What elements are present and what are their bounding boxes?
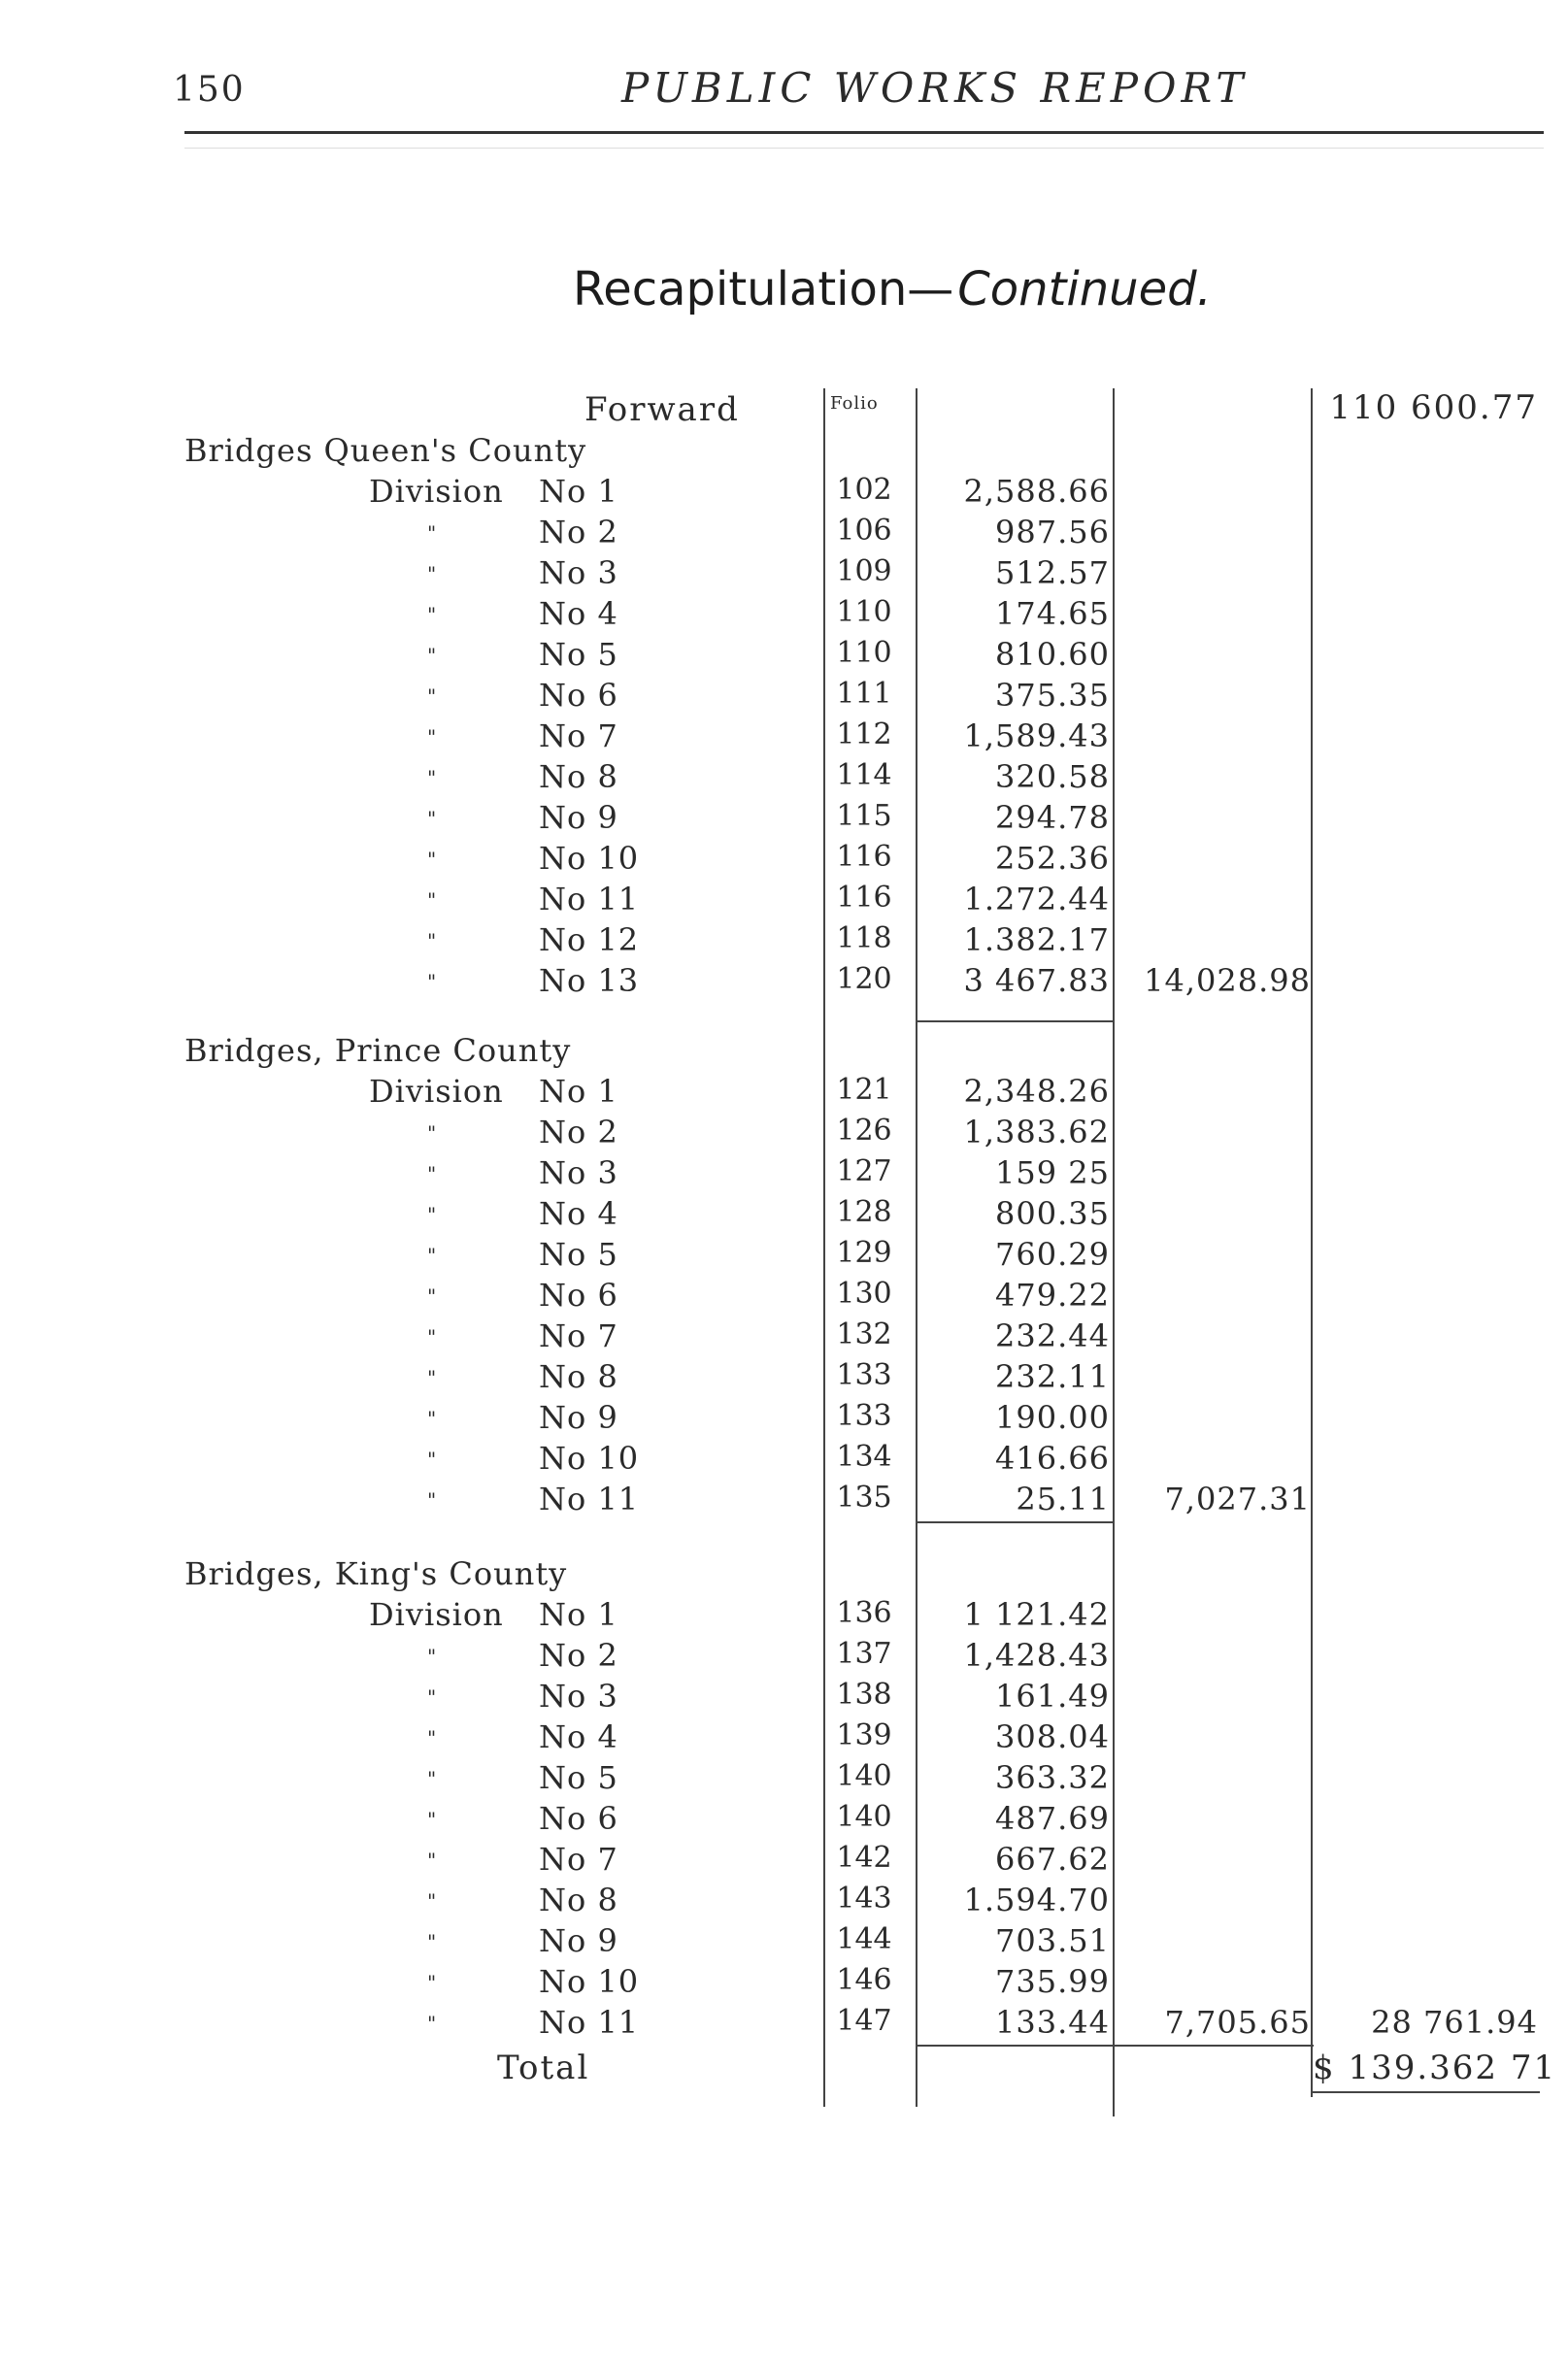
division-number: No 12 — [539, 921, 640, 958]
table-row — [0, 554, 1568, 595]
folio-cell: 143 — [836, 1882, 892, 1916]
division-number: No 11 — [539, 2004, 640, 2041]
amount-cell: 2,588.66 — [963, 473, 1110, 510]
table-row — [0, 1073, 1568, 1114]
table-row — [0, 514, 1568, 554]
division-number: No 5 — [539, 1759, 618, 1796]
division-number: No 8 — [539, 1358, 618, 1395]
division-number: No 2 — [539, 1114, 618, 1150]
folio-cell: 134 — [836, 1440, 892, 1474]
ditto-mark: " — [427, 1971, 437, 1994]
ditto-mark: " — [427, 725, 437, 749]
section-county-header — [0, 1032, 1568, 1073]
amount-cell: 1.594.70 — [963, 1882, 1110, 1918]
header-rule — [184, 131, 1544, 134]
folio-cell: 106 — [836, 514, 892, 548]
table-row — [0, 1481, 1568, 1521]
division-number: No 3 — [539, 554, 618, 591]
ditto-mark: " — [427, 1488, 437, 1512]
table-row — [0, 1195, 1568, 1236]
table-row — [0, 1882, 1568, 1922]
folio-cell: 118 — [836, 921, 892, 955]
ditto-mark: " — [427, 929, 437, 952]
ditto-mark: " — [427, 1162, 437, 1185]
ditto-mark: " — [427, 1284, 437, 1308]
division-number: No 4 — [539, 1718, 618, 1755]
amount-cell: 416.66 — [995, 1440, 1110, 1477]
division-number: No 1 — [539, 1073, 618, 1110]
amount-cell: 363.32 — [995, 1759, 1110, 1796]
amount-cell: 159 25 — [995, 1154, 1110, 1191]
table-row — [0, 636, 1568, 677]
table-row — [0, 1637, 1568, 1678]
amount-cell: 1,589.43 — [963, 717, 1110, 754]
ditto-mark: " — [427, 1448, 437, 1471]
folio-cell: 129 — [836, 1236, 892, 1270]
ditto-mark: " — [427, 603, 437, 626]
header-rule-faint — [184, 148, 1544, 149]
rule-prince-sum — [917, 1521, 1115, 1523]
grand-total: $ 139.362 71 — [1313, 2049, 1557, 2087]
folio-cell: 121 — [836, 1073, 892, 1107]
amount-cell: 800.35 — [995, 1195, 1110, 1232]
ditto-mark: " — [427, 1203, 437, 1226]
ditto-mark: " — [427, 807, 437, 830]
table-row — [0, 1236, 1568, 1277]
division-number: No 7 — [539, 1317, 618, 1354]
amount-cell: 133.44 — [995, 2004, 1110, 2041]
folio-cell: 139 — [836, 1718, 892, 1752]
amount-cell: 161.49 — [995, 1678, 1110, 1715]
division-number: No 11 — [539, 1481, 640, 1517]
folio-cell: 126 — [836, 1114, 892, 1148]
amount-cell: 294.78 — [995, 799, 1110, 836]
division-number: No 13 — [539, 962, 640, 999]
division-number: No 5 — [539, 1236, 618, 1273]
folio-cell: 133 — [836, 1358, 892, 1392]
folio-cell: 140 — [836, 1759, 892, 1793]
folio-cell: 109 — [836, 554, 892, 588]
ditto-mark: " — [427, 1889, 437, 1913]
division-label: Division — [369, 1596, 504, 1633]
table-row — [0, 1114, 1568, 1154]
section-total-cell: 28 761.94 — [1371, 2004, 1538, 2041]
table-row — [0, 1922, 1568, 1963]
amount-cell: 174.65 — [995, 595, 1110, 632]
ditto-mark: " — [427, 1121, 437, 1145]
division-number: No 4 — [539, 595, 618, 632]
title-main: Recapitulation— — [573, 262, 954, 317]
table-row — [0, 1718, 1568, 1759]
ditto-mark: " — [427, 1808, 437, 1831]
section-county-header — [0, 1555, 1568, 1596]
amount-cell: 252.36 — [995, 840, 1110, 877]
ditto-mark: " — [427, 1767, 437, 1790]
table-row — [0, 1399, 1568, 1440]
division-number: No 2 — [539, 1637, 618, 1674]
ditto-mark: " — [427, 970, 437, 993]
division-number: No 9 — [539, 1399, 618, 1436]
division-number: No 7 — [539, 717, 618, 754]
ditto-mark: " — [427, 848, 437, 871]
ditto-mark: " — [427, 1645, 437, 1668]
amount-cell: 1,428.43 — [963, 1637, 1110, 1674]
page-number: 150 — [173, 70, 246, 110]
amount-cell: 1,383.62 — [963, 1114, 1110, 1150]
rule-queens-sum — [917, 1020, 1115, 1022]
division-number: No 9 — [539, 799, 618, 836]
folio-cell: 140 — [836, 1800, 892, 1834]
folio-cell: 128 — [836, 1195, 892, 1229]
subtotal-cell: 14,028.98 — [1144, 962, 1311, 999]
folio-cell: 110 — [836, 636, 892, 670]
amount-cell: 232.11 — [995, 1358, 1110, 1395]
table-row — [0, 1277, 1568, 1317]
amount-cell: 3 467.83 — [963, 962, 1110, 999]
folio-cell: 116 — [836, 881, 892, 915]
rule-grand-total-under — [1311, 2091, 1540, 2093]
division-label: Division — [369, 1073, 504, 1110]
folio-cell: 135 — [836, 1481, 892, 1515]
table-row — [0, 595, 1568, 636]
ditto-mark: " — [427, 1366, 437, 1389]
table-row — [0, 717, 1568, 758]
table-row — [0, 473, 1568, 514]
amount-cell: 1.272.44 — [963, 881, 1110, 917]
folio-cell: 127 — [836, 1154, 892, 1188]
table-row — [0, 1596, 1568, 1637]
forward-label: Forward — [584, 390, 740, 429]
running-head: PUBLIC WORKS REPORT — [621, 64, 1249, 112]
ditto-mark: " — [427, 1685, 437, 1709]
ditto-mark: " — [427, 562, 437, 585]
division-number: No 4 — [539, 1195, 618, 1232]
folio-cell: 120 — [836, 962, 892, 996]
ditto-mark: " — [427, 1244, 437, 1267]
folio-header: Folio — [830, 393, 879, 414]
page-title — [573, 262, 1212, 317]
ditto-mark: " — [427, 1849, 437, 1872]
amount-cell: 703.51 — [995, 1922, 1110, 1959]
table-row — [0, 799, 1568, 840]
table-row — [0, 1841, 1568, 1882]
amount-cell: 667.62 — [995, 1841, 1110, 1878]
division-number: No 1 — [539, 1596, 618, 1633]
ditto-mark: " — [427, 888, 437, 912]
division-number: No 10 — [539, 1440, 640, 1477]
ditto-mark: " — [427, 1325, 437, 1349]
division-number: No 3 — [539, 1678, 618, 1715]
amount-cell: 320.58 — [995, 758, 1110, 795]
ditto-mark: " — [427, 766, 437, 789]
amount-cell: 735.99 — [995, 1963, 1110, 2000]
division-number: No 3 — [539, 1154, 618, 1191]
division-number: No 2 — [539, 514, 618, 550]
folio-cell: 142 — [836, 1841, 892, 1875]
folio-cell: 112 — [836, 717, 892, 751]
amount-cell: 190.00 — [995, 1399, 1110, 1436]
table-row — [0, 2004, 1568, 2045]
subtotal-cell: 7,027.31 — [1164, 1481, 1311, 1517]
amount-cell: 375.35 — [995, 677, 1110, 714]
division-number: No 9 — [539, 1922, 618, 1959]
ditto-mark: " — [427, 521, 437, 545]
folio-cell: 133 — [836, 1399, 892, 1433]
forward-amount: 110 600.77 — [1329, 388, 1538, 427]
table-row — [0, 677, 1568, 717]
table-row — [0, 1358, 1568, 1399]
folio-cell: 110 — [836, 595, 892, 629]
amount-cell: 308.04 — [995, 1718, 1110, 1755]
division-number: No 6 — [539, 1800, 618, 1837]
folio-cell: 136 — [836, 1596, 892, 1630]
division-number: No 5 — [539, 636, 618, 673]
table-row — [0, 962, 1568, 1003]
table-row — [0, 758, 1568, 799]
ditto-mark: " — [427, 1726, 437, 1750]
county-label: Bridges, Prince County — [184, 1032, 572, 1069]
title-continued: Continued. — [957, 262, 1212, 317]
folio-cell: 111 — [836, 677, 892, 711]
amount-cell: 1.382.17 — [963, 921, 1110, 958]
table-row — [0, 881, 1568, 921]
folio-cell: 132 — [836, 1317, 892, 1351]
amount-cell: 1 121.42 — [963, 1596, 1110, 1633]
rule-kings-sum — [917, 2045, 1314, 2047]
county-label: Bridges, King's County — [184, 1555, 568, 1592]
folio-cell: 115 — [836, 799, 892, 833]
folio-cell: 147 — [836, 2004, 892, 2038]
amount-cell: 512.57 — [995, 554, 1110, 591]
ditto-mark: " — [427, 1930, 437, 1953]
amount-cell: 479.22 — [995, 1277, 1110, 1314]
folio-cell: 144 — [836, 1922, 892, 1956]
table-row — [0, 1154, 1568, 1195]
folio-cell: 137 — [836, 1637, 892, 1671]
ditto-mark: " — [427, 2012, 437, 2035]
division-number: No 10 — [539, 840, 640, 877]
division-number: No 7 — [539, 1841, 618, 1878]
division-number: No 8 — [539, 758, 618, 795]
amount-cell: 487.69 — [995, 1800, 1110, 1837]
table-row — [0, 1800, 1568, 1841]
division-number: No 8 — [539, 1882, 618, 1918]
folio-cell: 146 — [836, 1963, 892, 1997]
ditto-mark: " — [427, 684, 437, 708]
division-number: No 1 — [539, 473, 618, 510]
division-number: No 6 — [539, 1277, 618, 1314]
table-row — [0, 840, 1568, 881]
folio-cell: 114 — [836, 758, 892, 792]
division-number: No 10 — [539, 1963, 640, 2000]
amount-cell: 987.56 — [995, 514, 1110, 550]
table-row — [0, 1759, 1568, 1800]
folio-cell: 102 — [836, 473, 892, 507]
table-row — [0, 921, 1568, 962]
total-label: Total — [497, 2049, 590, 2087]
folio-cell: 130 — [836, 1277, 892, 1311]
amount-cell: 2,348.26 — [963, 1073, 1110, 1110]
table-row — [0, 1440, 1568, 1481]
ditto-mark: " — [427, 644, 437, 667]
amount-cell: 760.29 — [995, 1236, 1110, 1273]
division-label: Division — [369, 473, 504, 510]
table-row — [0, 1317, 1568, 1358]
folio-cell: 138 — [836, 1678, 892, 1712]
division-number: No 11 — [539, 881, 640, 917]
table-row — [0, 1678, 1568, 1718]
table-row — [0, 1963, 1568, 2004]
division-number: No 6 — [539, 677, 618, 714]
section-county-header — [0, 432, 1568, 473]
amount-cell: 810.60 — [995, 636, 1110, 673]
folio-cell: 116 — [836, 840, 892, 874]
ditto-mark: " — [427, 1407, 437, 1430]
county-label: Bridges Queen's County — [184, 432, 587, 469]
amount-cell: 232.44 — [995, 1317, 1110, 1354]
amount-cell: 25.11 — [1016, 1481, 1110, 1517]
subtotal-cell: 7,705.65 — [1164, 2004, 1311, 2041]
